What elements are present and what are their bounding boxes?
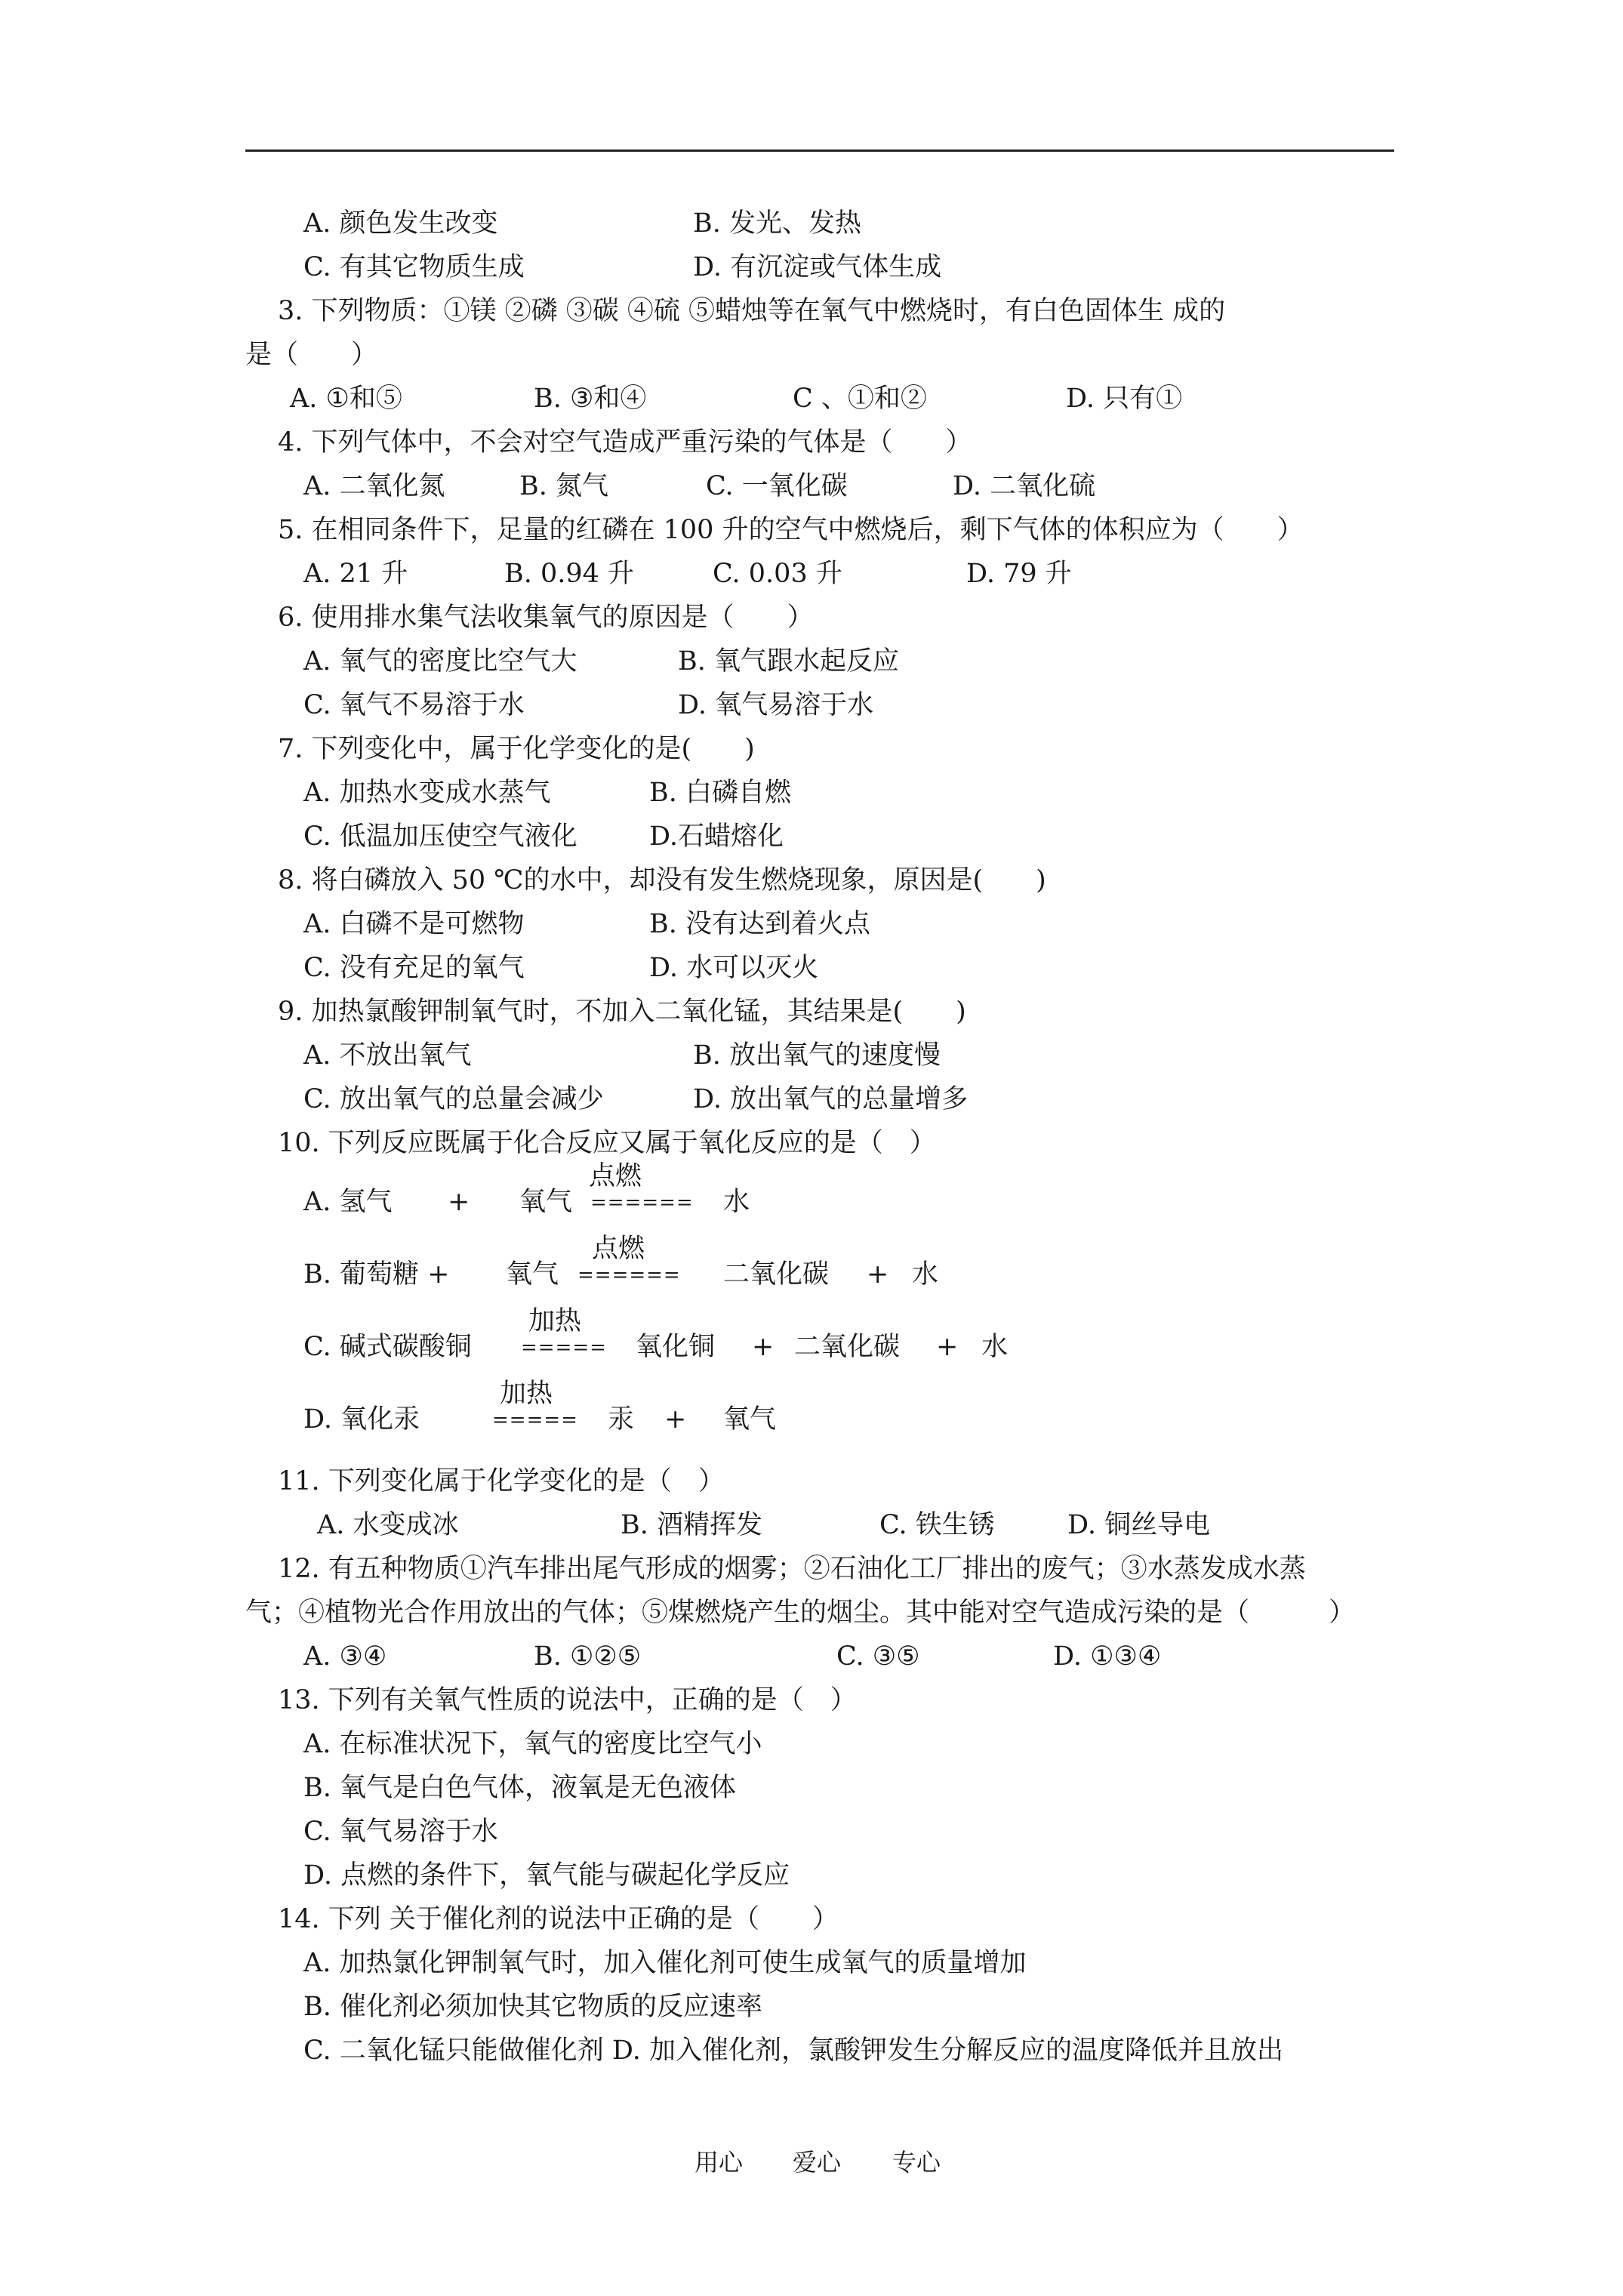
question-10: 10. 下列反应既属于化合反应又属于氧化反应的是（ ） (278, 1128, 936, 1158)
q7-option-a: A. 加热水变成水蒸气 (303, 778, 551, 808)
q10-a-reactant-2: 氧气 (519, 1187, 573, 1217)
q14-option-cd: C. 二氧化锰只能做催化剂 D. 加入催化剂，氯酸钾发生分解反应的温度降低并且放出 (303, 2036, 1283, 2066)
q11-option-a: A. 水变成冰 (317, 1510, 459, 1540)
q11-option-b: B. 酒精挥发 (621, 1510, 762, 1540)
q10-c-reactant: C. 碱式碳酸铜 (303, 1332, 472, 1362)
q6-option-a: A. 氧气的密度比空气大 (303, 646, 577, 676)
q7-option-c: C. 低温加压使空气液化 (303, 821, 577, 852)
option-b: B. 发光、发热 (693, 208, 861, 239)
q10-b-reactant-2: 氧气 (506, 1259, 559, 1290)
q10-c-product-3: 水 (981, 1332, 1009, 1362)
q13-option-d: D. 点燃的条件下，氧气能与碳起化学反应 (303, 1860, 790, 1891)
q10-c-plus-2: + (936, 1332, 959, 1362)
q8-option-b: B. 没有达到着火点 (649, 909, 870, 939)
q10-b-product-2: 水 (912, 1259, 939, 1290)
question-3: 3. 下列物质：①镁 ②磷 ③碳 ④硫 ⑤蜡烛等在氧气中燃烧时，有白色固体生 成的 (278, 296, 1226, 326)
q7-option-b: B. 白磷自燃 (649, 778, 791, 808)
option-d: D. 有沉淀或气体生成 (693, 252, 942, 282)
q10-b-reactant-1: B. 葡萄糖 + (303, 1259, 450, 1290)
question-12: 12. 有五种物质①汽车排出尾气形成的烟雾；②石油化工厂排出的废气；③水蒸发成水蒸 (278, 1554, 1306, 1584)
q14-option-b: B. 催化剂必须加快其它物质的反应速率 (303, 1992, 762, 2022)
q6-option-d: D. 氧气易溶于水 (678, 690, 874, 720)
equals-arrow: ===== (521, 1336, 607, 1359)
q9-option-c: C. 放出氧气的总量会减少 (303, 1084, 604, 1114)
q5-option-c: C. 0.03 升 (713, 559, 842, 589)
q3-option-d: D. 只有① (1066, 384, 1183, 414)
question-7: 7. 下列变化中，属于化学变化的是( ) (278, 734, 755, 764)
q10-d-plus: + (664, 1404, 687, 1435)
q10-b-product-1: 二氧化碳 (723, 1259, 830, 1290)
q4-option-b: B. 氮气 (519, 471, 608, 501)
q13-option-a: A. 在标准状况下，氧气的密度比空气小 (303, 1729, 762, 1759)
q5-option-b: B. 0.94 升 (504, 559, 635, 589)
q10-c-product-2: 二氧化碳 (794, 1332, 901, 1362)
q11-option-d: D. 铜丝导电 (1067, 1510, 1211, 1540)
q9-option-b: B. 放出氧气的速度慢 (693, 1040, 941, 1071)
option-a: A. 颜色发生改变 (303, 208, 498, 239)
option-c: C. 有其它物质生成 (303, 252, 525, 282)
q5-option-d: D. 79 升 (966, 559, 1072, 589)
equals-arrow: ====== (590, 1191, 694, 1214)
q11-option-c: C. 铁生锈 (879, 1510, 995, 1540)
equals-arrow: ====== (577, 1264, 681, 1287)
footer-text-3: 专心 (892, 2148, 941, 2177)
q10-c-product-1: 氧化铜 (636, 1332, 716, 1362)
q13-option-c: C. 氧气易溶于水 (303, 1817, 498, 1847)
q10-d-product-1: 汞 (608, 1404, 635, 1435)
q6-option-b: B. 氧气跟水起反应 (678, 646, 899, 676)
q13-option-b: B. 氧气是白色气体，液氧是无色液体 (303, 1773, 736, 1803)
question-12-cont: 气；④植物光合作用放出的气体；⑤煤燃烧产生的烟尘。其中能对空气造成污染的是（ ） (245, 1598, 1356, 1628)
q8-option-d: D. 水可以灭火 (649, 953, 819, 983)
q12-option-d: D. ①③④ (1053, 1641, 1162, 1672)
question-9: 9. 加热氯酸钾制氧气时，不加入二氧化锰，其结果是( ) (278, 997, 966, 1027)
q10-a-plus: + (448, 1187, 470, 1217)
q3-option-b: B. ③和④ (534, 384, 647, 414)
q4-option-c: C. 一氧化碳 (706, 471, 848, 501)
header-rule (245, 149, 1394, 152)
question-4: 4. 下列气体中，不会对空气造成严重污染的气体是（ ） (278, 427, 972, 458)
q12-option-c: C. ③⑤ (836, 1641, 920, 1672)
equals-arrow: ===== (492, 1409, 578, 1432)
q6-option-c: C. 氧气不易溶于水 (303, 690, 525, 720)
q4-option-a: A. 二氧化氮 (303, 471, 445, 501)
q5-option-a: A. 21 升 (303, 559, 408, 589)
q9-option-a: A. 不放出氧气 (303, 1040, 472, 1071)
q12-option-a: A. ③④ (303, 1641, 387, 1672)
question-5: 5. 在相同条件下，足量的红磷在 100 升的空气中燃烧后，剩下气体的体积应为（ ） (278, 515, 1304, 545)
q3-option-a: A. ①和⑤ (290, 384, 402, 414)
q9-option-d: D. 放出氧气的总量增多 (693, 1084, 969, 1114)
footer-text-2: 爱心 (793, 2148, 842, 2177)
q3-option-c: C 、①和② (793, 384, 927, 414)
question-8: 8. 将白磷放入 50 ℃的水中，却没有发生燃烧现象，原因是( ) (278, 865, 1046, 895)
condition-heat: 加热 (500, 1379, 553, 1409)
q14-option-a: A. 加热氯化钾制氧气时，加入催化剂可使生成氧气的质量增加 (303, 1948, 1027, 1978)
q8-option-c: C. 没有充足的氧气 (303, 953, 525, 983)
question-6: 6. 使用排水集气法收集氧气的原因是（ ） (278, 603, 814, 633)
q10-d-product-2: 氧气 (723, 1404, 777, 1435)
footer-text-1: 用心 (694, 2148, 744, 2177)
q8-option-a: A. 白磷不是可燃物 (303, 909, 525, 939)
condition-ignite: 点燃 (589, 1161, 642, 1191)
condition-ignite: 点燃 (592, 1234, 645, 1264)
q10-c-plus-1: + (752, 1332, 775, 1362)
condition-heat: 加热 (528, 1306, 582, 1336)
q7-option-d: D.石蜡熔化 (649, 821, 784, 852)
question-13: 13. 下列有关氧气性质的说法中，正确的是（ ） (278, 1685, 857, 1715)
question-11: 11. 下列变化属于化学变化的是（ ） (278, 1466, 725, 1496)
question-14: 14. 下列 关于催化剂的说法中正确的是（ ） (278, 1904, 839, 1934)
q4-option-d: D. 二氧化硫 (953, 471, 1096, 501)
q10-a-reactant-1: A. 氢气 (303, 1187, 393, 1217)
q12-option-b: B. ①②⑤ (534, 1641, 642, 1672)
q10-d-reactant: D. 氧化汞 (303, 1404, 420, 1435)
q10-a-product: 水 (723, 1187, 750, 1217)
q10-b-plus: + (867, 1259, 889, 1290)
question-3-cont: 是（ ） (245, 340, 378, 370)
